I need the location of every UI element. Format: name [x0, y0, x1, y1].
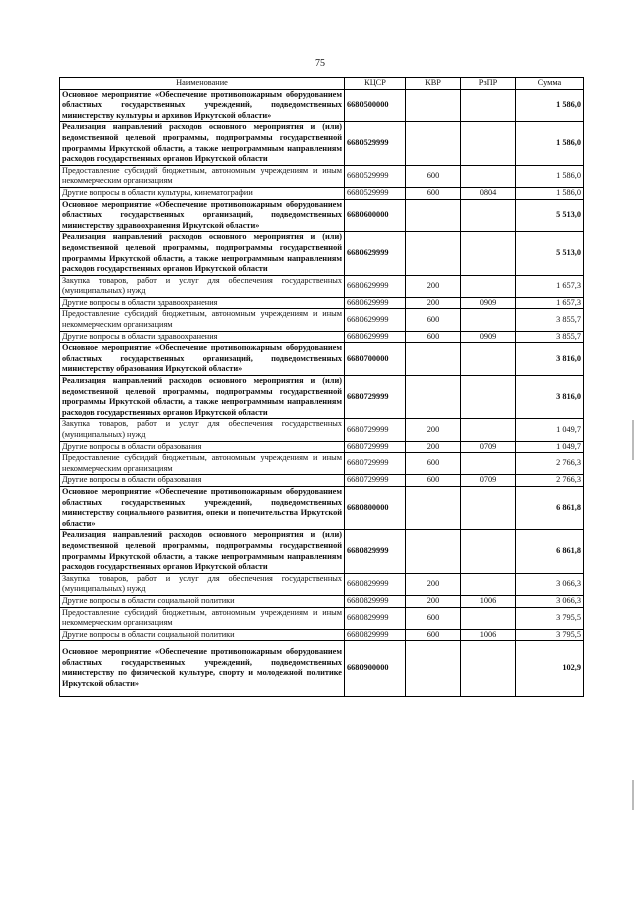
cell-rzpr: 0709 [461, 475, 516, 487]
table-row [60, 89, 584, 122]
header-rzpr: РзПР [461, 78, 516, 90]
cell-sum: 1 049,7 [516, 419, 584, 441]
cell-rzpr [461, 453, 516, 475]
cell-rzpr [461, 275, 516, 297]
cell-sum: 3 795,5 [516, 629, 584, 641]
table-row [60, 376, 584, 419]
cell-sum: 5 513,0 [516, 199, 584, 232]
table-row [60, 595, 584, 607]
cell-kvr: 600 [406, 475, 461, 487]
table-row [60, 275, 584, 297]
cell-sum: 1 586,0 [516, 187, 584, 199]
table-header-row [60, 78, 584, 90]
cell-rzpr [461, 122, 516, 165]
cell-name: Предоставление субсидий бюджетным, автономным учреждениям и иным некоммерческим организациям [60, 309, 345, 331]
cell-kvr: 600 [406, 607, 461, 629]
cell-kvr: 200 [406, 297, 461, 309]
cell-kvr [406, 122, 461, 165]
table-row [60, 641, 584, 696]
cell-name: Основное мероприятие «Обеспечение противопожарным оборудованием областных государственных организаций, подведомственных министерству здравоохранения Иркутской области» [60, 199, 345, 232]
cell-rzpr [461, 486, 516, 529]
cell-sum: 3 795,5 [516, 607, 584, 629]
cell-name: Закупка товаров, работ и услуг для обеспечения государственных (муниципальных) нужд [60, 275, 345, 297]
cell-sum: 2 766,3 [516, 453, 584, 475]
table-row [60, 199, 584, 232]
cell-sum: 1 586,0 [516, 165, 584, 187]
page-number: 75 [315, 58, 325, 69]
cell-sum: 1 657,3 [516, 297, 584, 309]
cell-sum: 2 766,3 [516, 475, 584, 487]
cell-name: Другие вопросы в области социальной политики [60, 629, 345, 641]
cell-sum: 1 657,3 [516, 275, 584, 297]
header-code: КЦСР [345, 78, 406, 90]
budget-table [59, 77, 584, 697]
cell-kvr [406, 232, 461, 275]
cell-rzpr: 0909 [461, 331, 516, 343]
table-row [60, 343, 584, 376]
scan-edge-mark [632, 780, 634, 810]
cell-kvr: 600 [406, 165, 461, 187]
cell-name: Основное мероприятие «Обеспечение противопожарным оборудованием областных государственных учреждений, подведомственных министерству социального развития, опеки и попечительства Иркутской области» [60, 486, 345, 529]
cell-code: 6680829999 [345, 629, 406, 641]
cell-code: 6680900000 [345, 641, 406, 696]
cell-kvr: 600 [406, 331, 461, 343]
cell-code: 6680829999 [345, 573, 406, 595]
table-row [60, 573, 584, 595]
cell-code: 6680629999 [345, 232, 406, 275]
table-row [60, 165, 584, 187]
cell-rzpr: 0709 [461, 441, 516, 453]
cell-kvr [406, 530, 461, 573]
cell-code: 6680800000 [345, 486, 406, 529]
cell-name: Реализация направлений расходов основного мероприятия и (или) ведомственной целевой программы, подпрограммы государственной программы Иркутской области, а также непрограммным направлениям расходов государственных органов Иркутской области [60, 530, 345, 573]
cell-rzpr [461, 89, 516, 122]
cell-kvr [406, 376, 461, 419]
cell-name: Реализация направлений расходов основного мероприятия и (или) ведомственной целевой программы, подпрограммы государственной программы Иркутской области, а также непрограммным направлениям расходов государственных органов Иркутской области [60, 232, 345, 275]
cell-rzpr [461, 573, 516, 595]
cell-kvr: 200 [406, 419, 461, 441]
cell-kvr [406, 199, 461, 232]
cell-rzpr [461, 530, 516, 573]
cell-kvr [406, 89, 461, 122]
cell-name: Реализация направлений расходов основного мероприятия и (или) ведомственной целевой программы, подпрограммы государственной программы Иркутской области, а также непрограммным направлениям расходов государственных органов Иркутской области [60, 122, 345, 165]
cell-code: 6680629999 [345, 275, 406, 297]
header-sum: Сумма [516, 78, 584, 90]
cell-name: Основное мероприятие «Обеспечение противопожарным оборудованием областных государственных организаций, подведомственных министерству образования Иркутской области» [60, 343, 345, 376]
cell-kvr: 200 [406, 441, 461, 453]
table-row [60, 187, 584, 199]
cell-code: 6680529999 [345, 165, 406, 187]
cell-code: 6680829999 [345, 595, 406, 607]
cell-sum: 1 586,0 [516, 122, 584, 165]
cell-name: Другие вопросы в области образования [60, 441, 345, 453]
cell-rzpr [461, 641, 516, 696]
cell-code: 6680700000 [345, 343, 406, 376]
cell-code: 6680729999 [345, 475, 406, 487]
cell-code: 6680729999 [345, 419, 406, 441]
cell-name: Основное мероприятие «Обеспечение противопожарным оборудованием областных государственных учреждений, подведомственных министерству по физической культуре, спорту и молодежной политике Иркутской области» [60, 641, 345, 696]
cell-rzpr: 0804 [461, 187, 516, 199]
cell-sum: 3 855,7 [516, 331, 584, 343]
cell-rzpr [461, 309, 516, 331]
cell-name: Предоставление субсидий бюджетным, автономным учреждениям и иным некоммерческим организациям [60, 453, 345, 475]
table-row [60, 331, 584, 343]
cell-code: 6680629999 [345, 331, 406, 343]
cell-sum: 5 513,0 [516, 232, 584, 275]
cell-sum: 102,9 [516, 641, 584, 696]
table-row [60, 297, 584, 309]
cell-kvr: 200 [406, 573, 461, 595]
cell-rzpr [461, 343, 516, 376]
table-row [60, 232, 584, 275]
cell-sum: 3 816,0 [516, 376, 584, 419]
cell-code: 6680829999 [345, 530, 406, 573]
cell-name: Предоставление субсидий бюджетным, автономным учреждениям и иным некоммерческим организациям [60, 607, 345, 629]
cell-kvr [406, 486, 461, 529]
cell-sum: 6 861,8 [516, 530, 584, 573]
table-row [60, 453, 584, 475]
cell-code: 6680729999 [345, 453, 406, 475]
cell-code: 6680629999 [345, 297, 406, 309]
table-row [60, 530, 584, 573]
cell-name: Другие вопросы в области социальной политики [60, 595, 345, 607]
cell-rzpr: 0909 [461, 297, 516, 309]
table-row [60, 122, 584, 165]
cell-sum: 3 066,3 [516, 595, 584, 607]
cell-code: 6680529999 [345, 122, 406, 165]
cell-sum: 3 855,7 [516, 309, 584, 331]
cell-rzpr [461, 607, 516, 629]
cell-name: Другие вопросы в области здравоохранения [60, 297, 345, 309]
cell-name: Предоставление субсидий бюджетным, автономным учреждениям и иным некоммерческим организациям [60, 165, 345, 187]
cell-kvr [406, 641, 461, 696]
cell-sum: 1 586,0 [516, 89, 584, 122]
table-row [60, 629, 584, 641]
header-name: Наименование [60, 78, 345, 90]
cell-rzpr: 1006 [461, 595, 516, 607]
cell-rzpr [461, 376, 516, 419]
cell-name: Закупка товаров, работ и услуг для обеспечения государственных (муниципальных) нужд [60, 419, 345, 441]
cell-code: 6680500000 [345, 89, 406, 122]
cell-sum: 1 049,7 [516, 441, 584, 453]
cell-code: 6680729999 [345, 441, 406, 453]
cell-code: 6680529999 [345, 187, 406, 199]
scan-edge-mark [632, 420, 634, 460]
cell-code: 6680829999 [345, 607, 406, 629]
cell-sum: 6 861,8 [516, 486, 584, 529]
cell-rzpr [461, 165, 516, 187]
table-row [60, 607, 584, 629]
table-body [60, 89, 584, 696]
header-kvr: КВР [406, 78, 461, 90]
table-row [60, 486, 584, 529]
table-row [60, 475, 584, 487]
cell-sum: 3 816,0 [516, 343, 584, 376]
cell-code: 6680729999 [345, 376, 406, 419]
cell-name: Другие вопросы в области культуры, кинематографии [60, 187, 345, 199]
cell-name: Другие вопросы в области здравоохранения [60, 331, 345, 343]
cell-code: 6680629999 [345, 309, 406, 331]
cell-kvr: 600 [406, 187, 461, 199]
cell-name: Другие вопросы в области образования [60, 475, 345, 487]
table-row [60, 419, 584, 441]
cell-name: Закупка товаров, работ и услуг для обеспечения государственных (муниципальных) нужд [60, 573, 345, 595]
cell-kvr: 600 [406, 453, 461, 475]
cell-kvr: 600 [406, 309, 461, 331]
table-row [60, 309, 584, 331]
cell-kvr [406, 343, 461, 376]
cell-code: 6680600000 [345, 199, 406, 232]
cell-kvr: 200 [406, 275, 461, 297]
cell-rzpr: 1006 [461, 629, 516, 641]
cell-rzpr [461, 199, 516, 232]
cell-rzpr [461, 419, 516, 441]
cell-name: Основное мероприятие «Обеспечение противопожарным оборудованием областных государственных учреждений, подведомственных министерству культуры и архивов Иркутской области» [60, 89, 345, 122]
cell-sum: 3 066,3 [516, 573, 584, 595]
cell-kvr: 200 [406, 595, 461, 607]
cell-rzpr [461, 232, 516, 275]
cell-kvr: 600 [406, 629, 461, 641]
cell-name: Реализация направлений расходов основного мероприятия и (или) ведомственной целевой программы, подпрограммы государственной программы Иркутской области, а также непрограммным направлениям расходов государственных органов Иркутской области [60, 376, 345, 419]
table-row [60, 441, 584, 453]
